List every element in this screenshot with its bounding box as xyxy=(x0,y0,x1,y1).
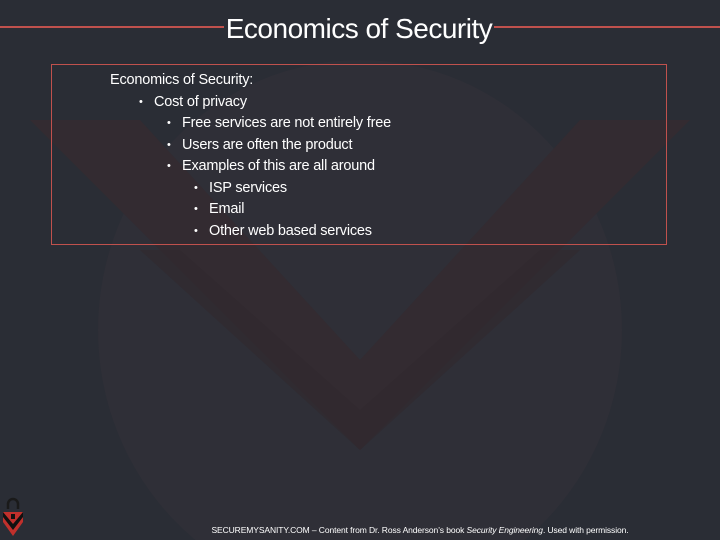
bullet-icon: • xyxy=(167,138,171,151)
bullet-outline xyxy=(110,70,391,242)
footer-suffix: . Used with permission. xyxy=(542,525,629,535)
outline-item-level-2 xyxy=(110,156,391,178)
outline-item-text: ISP services xyxy=(209,179,287,196)
outline-item-text: Economics of Security: xyxy=(110,72,254,88)
title-bar xyxy=(0,0,720,56)
bullet-icon: • xyxy=(194,224,198,237)
outline-item-level-3 xyxy=(110,221,391,243)
title-rule-right xyxy=(494,26,720,28)
outline-item-text: Free services are not entirely free xyxy=(182,115,391,131)
outline-item-level-1 xyxy=(110,92,391,114)
outline-item-text: Users are often the product xyxy=(182,136,353,153)
footer-credit xyxy=(0,524,720,536)
bullet-icon: • xyxy=(194,203,198,215)
outline-item-text: Other web based services xyxy=(209,222,372,239)
outline-item-level-3 xyxy=(110,199,391,221)
outline-item-text: Examples of this are all around xyxy=(182,158,375,174)
outline-item-text: Email xyxy=(209,201,245,217)
title-rule-left xyxy=(0,26,224,28)
outline-item-level-0 xyxy=(110,70,391,92)
slide-title: Economics of Security xyxy=(225,13,493,44)
footer-prefix: SECUREMYSANITY.COM – Content from Dr. Ross Anderson’s book xyxy=(211,525,467,535)
bullet-icon: • xyxy=(167,117,171,129)
bullet-icon: • xyxy=(194,181,198,194)
bullet-icon: • xyxy=(167,160,171,172)
outline-item-level-2 xyxy=(110,113,391,135)
bullet-icon: • xyxy=(139,95,143,108)
footer-book-title: Security Engineering xyxy=(466,525,543,535)
outline-item-level-3 xyxy=(110,178,391,200)
outline-item-level-2 xyxy=(110,135,391,157)
outline-item-text: Cost of privacy xyxy=(154,93,247,110)
